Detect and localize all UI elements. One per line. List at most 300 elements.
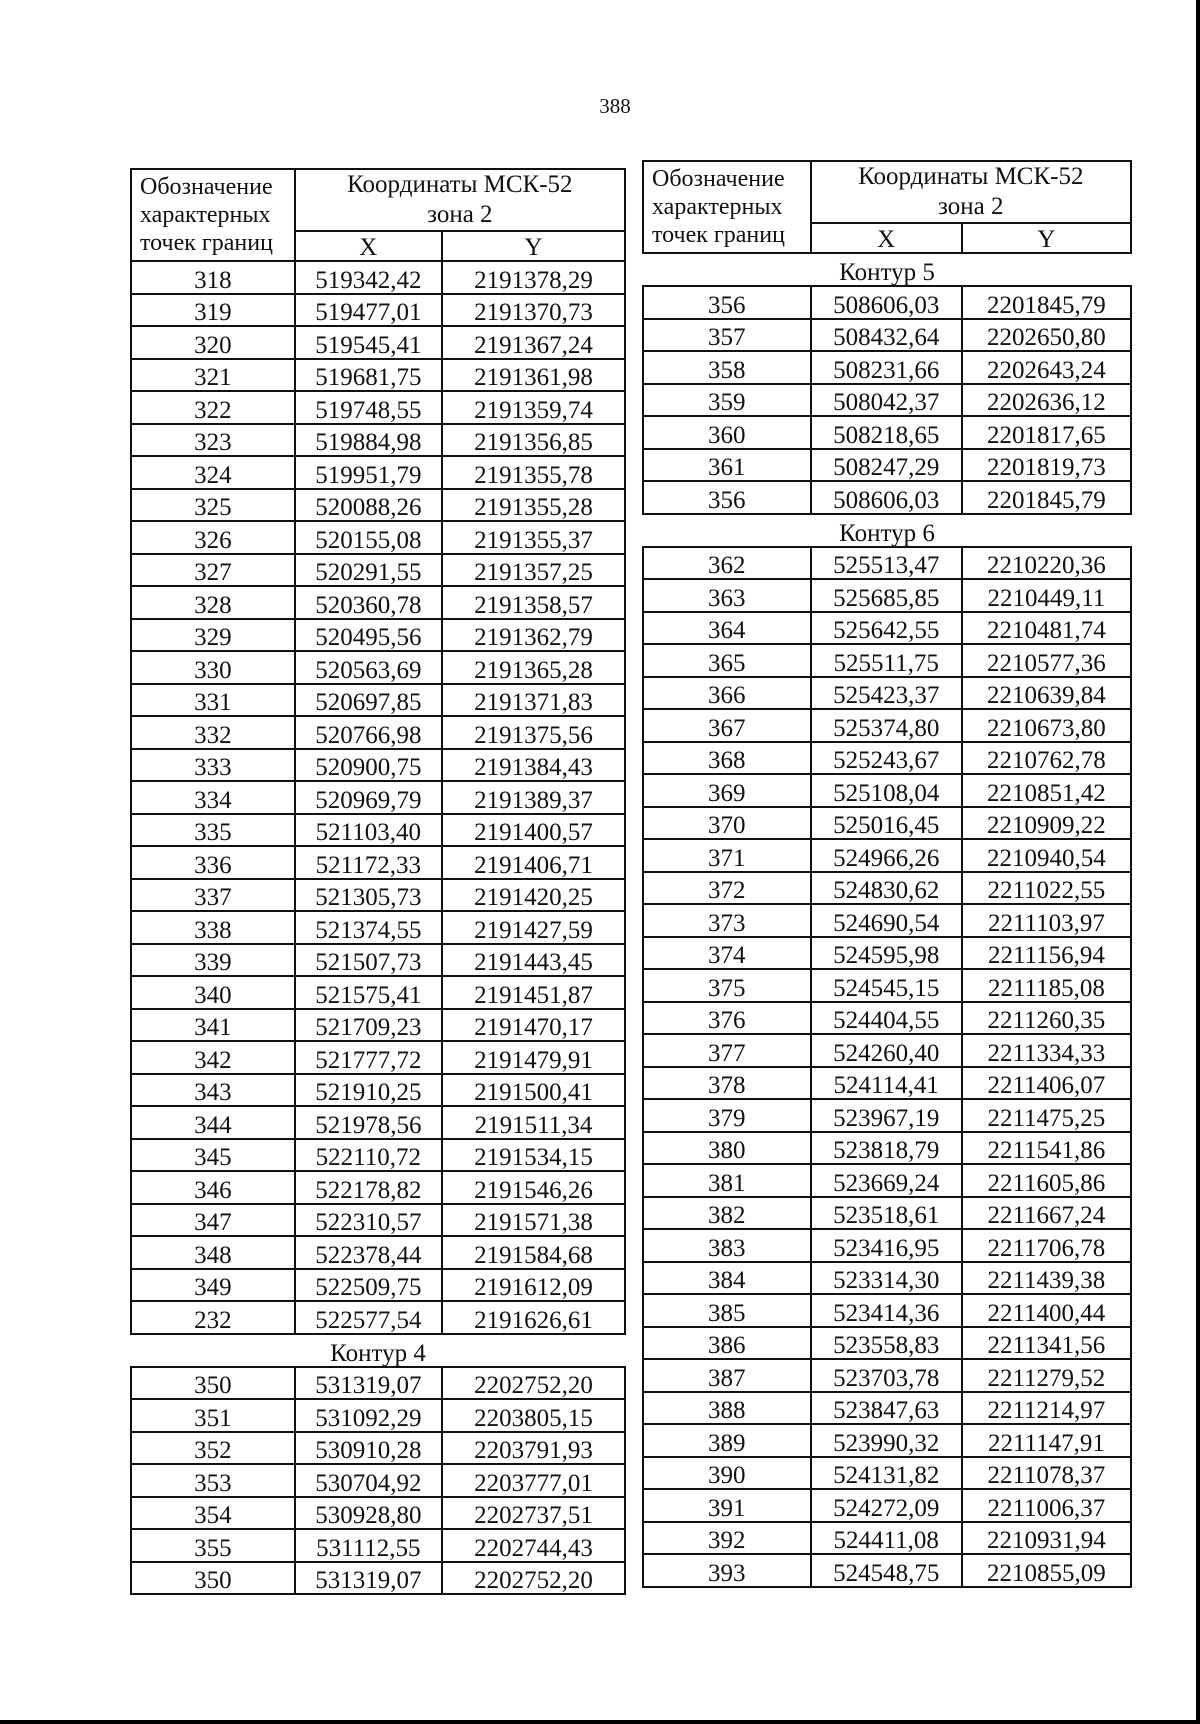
table-row (643, 1392, 1131, 1425)
x-coordinate: 525423,37 (811, 677, 962, 710)
header-y: Y (442, 231, 625, 261)
table-row (643, 1132, 1131, 1165)
y-coordinate: 2191365,28 (442, 651, 625, 684)
table-row (643, 319, 1131, 352)
point-number: 372 (643, 872, 811, 905)
point-number: 319 (131, 294, 295, 327)
x-coordinate: 520563,69 (295, 651, 442, 684)
coordinates-table-left (130, 168, 626, 1595)
point-number: 320 (131, 326, 295, 359)
table-row (643, 807, 1131, 840)
x-coordinate: 519884,98 (295, 424, 442, 457)
y-coordinate: 2191406,71 (442, 846, 625, 879)
x-coordinate: 508247,29 (811, 449, 962, 482)
y-coordinate: 2202643,24 (962, 351, 1131, 384)
table-row (643, 351, 1131, 384)
x-coordinate: 508606,03 (811, 481, 962, 514)
table-row (643, 286, 1131, 319)
x-coordinate: 530928,80 (295, 1497, 442, 1530)
y-coordinate: 2211341,56 (962, 1327, 1131, 1360)
point-number: 381 (643, 1164, 811, 1197)
y-coordinate: 2191534,15 (442, 1139, 625, 1172)
table-row (131, 1269, 625, 1302)
x-coordinate: 508231,66 (811, 351, 962, 384)
point-number: 324 (131, 456, 295, 489)
point-number: 354 (131, 1497, 295, 1530)
table-row (131, 1432, 625, 1465)
x-coordinate: 524131,82 (811, 1457, 962, 1490)
table-row (643, 1424, 1131, 1457)
table-row (643, 677, 1131, 710)
point-number: 356 (643, 481, 811, 514)
table-row (131, 521, 625, 554)
y-coordinate: 2210673,80 (962, 709, 1131, 742)
x-coordinate: 522577,54 (295, 1301, 442, 1334)
x-coordinate: 519748,55 (295, 391, 442, 424)
x-coordinate: 521709,23 (295, 1009, 442, 1042)
point-number: 357 (643, 319, 811, 352)
table-row (131, 1367, 625, 1400)
x-coordinate: 523847,63 (811, 1392, 962, 1425)
point-number: 335 (131, 814, 295, 847)
point-number: 318 (131, 261, 295, 294)
point-number: 389 (643, 1424, 811, 1457)
header-coordinates (295, 169, 625, 231)
y-coordinate: 2191370,73 (442, 294, 625, 327)
table-row (131, 1204, 625, 1237)
x-coordinate: 522378,44 (295, 1236, 442, 1269)
point-number: 326 (131, 521, 295, 554)
table-row (643, 1522, 1131, 1555)
header-label-line3: точек границ (652, 222, 785, 248)
table-row (643, 774, 1131, 807)
table-row (131, 1562, 625, 1595)
y-coordinate: 2191355,28 (442, 489, 625, 522)
point-number: 391 (643, 1489, 811, 1522)
point-number: 384 (643, 1262, 811, 1295)
y-coordinate: 2211214,97 (962, 1392, 1131, 1425)
table-row (131, 944, 625, 977)
table-row (643, 1359, 1131, 1392)
point-number: 378 (643, 1067, 811, 1100)
x-coordinate: 520360,78 (295, 586, 442, 619)
x-coordinate: 523967,19 (811, 1099, 962, 1132)
table-row (131, 749, 625, 782)
x-coordinate: 521103,40 (295, 814, 442, 847)
table-row (643, 1002, 1131, 1035)
y-coordinate: 2191612,09 (442, 1269, 625, 1302)
x-coordinate: 520969,79 (295, 781, 442, 814)
point-number: 344 (131, 1106, 295, 1139)
x-coordinate: 522110,72 (295, 1139, 442, 1172)
y-coordinate: 2191355,37 (442, 521, 625, 554)
x-coordinate: 523558,83 (811, 1327, 962, 1360)
table-row (131, 619, 625, 652)
y-coordinate: 2202650,80 (962, 319, 1131, 352)
table-row (131, 1041, 625, 1074)
y-coordinate: 2211475,25 (962, 1099, 1131, 1132)
x-coordinate: 525016,45 (811, 807, 962, 840)
x-coordinate: 521305,73 (295, 879, 442, 912)
y-coordinate: 2211605,86 (962, 1164, 1131, 1197)
y-coordinate: 2210449,11 (962, 579, 1131, 612)
x-coordinate: 520155,08 (295, 521, 442, 554)
y-coordinate: 2211334,33 (962, 1034, 1131, 1067)
x-coordinate: 530704,92 (295, 1464, 442, 1497)
table-row (131, 716, 625, 749)
contour-label: Контур 4 (131, 1334, 625, 1367)
point-number: 331 (131, 684, 295, 717)
table-row (643, 937, 1131, 970)
y-coordinate: 2191384,43 (442, 749, 625, 782)
point-number: 367 (643, 709, 811, 742)
x-coordinate: 520088,26 (295, 489, 442, 522)
y-coordinate: 2191375,56 (442, 716, 625, 749)
table-row (643, 1327, 1131, 1360)
x-coordinate: 525243,67 (811, 742, 962, 775)
table-row (131, 1009, 625, 1042)
y-coordinate: 2202752,20 (442, 1562, 625, 1595)
table-row (643, 612, 1131, 645)
y-coordinate: 2201817,65 (962, 416, 1131, 449)
x-coordinate: 524690,54 (811, 904, 962, 937)
x-coordinate: 525108,04 (811, 774, 962, 807)
point-number: 329 (131, 619, 295, 652)
y-coordinate: 2211006,37 (962, 1489, 1131, 1522)
point-number: 383 (643, 1229, 811, 1262)
table-row (131, 651, 625, 684)
table-row (643, 384, 1131, 417)
table-row (643, 547, 1131, 580)
header-point-label (643, 161, 811, 253)
y-coordinate: 2203777,01 (442, 1464, 625, 1497)
y-coordinate: 2210940,54 (962, 839, 1131, 872)
x-coordinate: 521507,73 (295, 944, 442, 977)
point-number: 351 (131, 1399, 295, 1432)
point-number: 356 (643, 286, 811, 319)
y-coordinate: 2191511,34 (442, 1106, 625, 1139)
point-number: 334 (131, 781, 295, 814)
x-coordinate: 523818,79 (811, 1132, 962, 1165)
y-coordinate: 2210931,94 (962, 1522, 1131, 1555)
table-row (643, 449, 1131, 482)
table-row (131, 1497, 625, 1530)
x-coordinate: 524114,41 (811, 1067, 962, 1100)
point-number: 368 (643, 742, 811, 775)
point-number: 337 (131, 879, 295, 912)
y-coordinate: 2191451,87 (442, 976, 625, 1009)
contour-label: Контур 6 (643, 514, 1131, 547)
x-coordinate: 521172,33 (295, 846, 442, 879)
point-number: 350 (131, 1367, 295, 1400)
table-row (131, 684, 625, 717)
x-coordinate: 523416,95 (811, 1229, 962, 1262)
point-number: 336 (131, 846, 295, 879)
table-row (131, 976, 625, 1009)
point-number: 387 (643, 1359, 811, 1392)
table-row (643, 904, 1131, 937)
header-label-line2: характерных (140, 202, 271, 228)
table-row (643, 644, 1131, 677)
page-number: 388 (599, 94, 631, 118)
table-row (131, 879, 625, 912)
table-row (131, 489, 625, 522)
point-number: 392 (643, 1522, 811, 1555)
y-coordinate: 2191443,45 (442, 944, 625, 977)
table-row (131, 391, 625, 424)
y-coordinate: 2191362,79 (442, 619, 625, 652)
table-row (643, 1197, 1131, 1230)
x-coordinate: 522310,57 (295, 1204, 442, 1237)
header-label-line3: точек границ (140, 230, 273, 256)
point-number: 322 (131, 391, 295, 424)
table-row (643, 1489, 1131, 1522)
x-coordinate: 531112,55 (295, 1529, 442, 1562)
point-number: 346 (131, 1171, 295, 1204)
x-coordinate: 530910,28 (295, 1432, 442, 1465)
y-coordinate: 2191361,98 (442, 359, 625, 392)
x-coordinate: 525513,47 (811, 547, 962, 580)
table-row (643, 1034, 1131, 1067)
x-coordinate: 520900,75 (295, 749, 442, 782)
point-number: 333 (131, 749, 295, 782)
table-row (643, 839, 1131, 872)
contour-row (131, 1334, 625, 1367)
table-row (643, 969, 1131, 1002)
x-coordinate: 520766,98 (295, 716, 442, 749)
y-coordinate: 2202636,12 (962, 384, 1131, 417)
y-coordinate: 2211706,78 (962, 1229, 1131, 1262)
x-coordinate: 522509,75 (295, 1269, 442, 1302)
table-row (131, 846, 625, 879)
y-coordinate: 2211667,24 (962, 1197, 1131, 1230)
y-coordinate: 2191357,25 (442, 554, 625, 587)
table-body (643, 253, 1131, 1587)
table-row (131, 294, 625, 327)
y-coordinate: 2191359,74 (442, 391, 625, 424)
y-coordinate: 2210762,78 (962, 742, 1131, 775)
point-number: 339 (131, 944, 295, 977)
x-coordinate: 523990,32 (811, 1424, 962, 1457)
point-number: 359 (643, 384, 811, 417)
y-coordinate: 2210909,22 (962, 807, 1131, 840)
point-number: 375 (643, 969, 811, 1002)
table-row (131, 1074, 625, 1107)
x-coordinate: 521910,25 (295, 1074, 442, 1107)
table-row (131, 911, 625, 944)
header-label-line2: характерных (652, 194, 783, 220)
y-coordinate: 2211147,91 (962, 1424, 1131, 1457)
x-coordinate: 519951,79 (295, 456, 442, 489)
point-number: 321 (131, 359, 295, 392)
y-coordinate: 2191546,26 (442, 1171, 625, 1204)
point-number: 347 (131, 1204, 295, 1237)
table-row (131, 1529, 625, 1562)
y-coordinate: 2191378,29 (442, 261, 625, 294)
point-number: 341 (131, 1009, 295, 1042)
y-coordinate: 2211439,38 (962, 1262, 1131, 1295)
point-number: 325 (131, 489, 295, 522)
point-number: 369 (643, 774, 811, 807)
table-row (643, 1164, 1131, 1197)
point-number: 328 (131, 586, 295, 619)
y-coordinate: 2210481,74 (962, 612, 1131, 645)
contour-row (643, 514, 1131, 547)
x-coordinate: 519545,41 (295, 326, 442, 359)
table-row (131, 1399, 625, 1432)
x-coordinate: 523669,24 (811, 1164, 962, 1197)
y-coordinate: 2202752,20 (442, 1367, 625, 1400)
x-coordinate: 524548,75 (811, 1554, 962, 1587)
header-coords-line1: Координаты МСК-52 (347, 171, 573, 198)
x-coordinate: 508606,03 (811, 286, 962, 319)
point-number: 342 (131, 1041, 295, 1074)
y-coordinate: 2191389,37 (442, 781, 625, 814)
x-coordinate: 531319,07 (295, 1367, 442, 1400)
x-coordinate: 523518,61 (811, 1197, 962, 1230)
header-x: X (811, 223, 962, 253)
y-coordinate: 2191479,91 (442, 1041, 625, 1074)
x-coordinate: 519681,75 (295, 359, 442, 392)
x-coordinate: 520697,85 (295, 684, 442, 717)
y-coordinate: 2211156,94 (962, 937, 1131, 970)
point-number: 388 (643, 1392, 811, 1425)
x-coordinate: 525685,85 (811, 579, 962, 612)
y-coordinate: 2191626,61 (442, 1301, 625, 1334)
point-number: 358 (643, 351, 811, 384)
y-coordinate: 2191371,83 (442, 684, 625, 717)
point-number: 338 (131, 911, 295, 944)
point-number: 343 (131, 1074, 295, 1107)
header-point-label (131, 169, 295, 261)
x-coordinate: 524545,15 (811, 969, 962, 1002)
table-row (643, 872, 1131, 905)
header-coords-line2: зона 2 (427, 201, 493, 228)
y-coordinate: 2191500,41 (442, 1074, 625, 1107)
y-coordinate: 2203791,93 (442, 1432, 625, 1465)
point-number: 386 (643, 1327, 811, 1360)
table-row (643, 742, 1131, 775)
y-coordinate: 2191470,17 (442, 1009, 625, 1042)
point-number: 366 (643, 677, 811, 710)
point-number: 232 (131, 1301, 295, 1334)
point-number: 393 (643, 1554, 811, 1587)
y-coordinate: 2191400,57 (442, 814, 625, 847)
y-coordinate: 2210851,42 (962, 774, 1131, 807)
y-coordinate: 2211279,52 (962, 1359, 1131, 1392)
header-coords-line1: Координаты МСК-52 (858, 163, 1084, 190)
x-coordinate: 525374,80 (811, 709, 962, 742)
point-number: 364 (643, 612, 811, 645)
header-coords-line2: зона 2 (938, 193, 1004, 220)
y-coordinate: 2191358,57 (442, 586, 625, 619)
table-row (131, 456, 625, 489)
x-coordinate: 519342,42 (295, 261, 442, 294)
y-coordinate: 2211400,44 (962, 1294, 1131, 1327)
point-number: 361 (643, 449, 811, 482)
point-number: 353 (131, 1464, 295, 1497)
x-coordinate: 525511,75 (811, 644, 962, 677)
x-coordinate: 508218,65 (811, 416, 962, 449)
x-coordinate: 524404,55 (811, 1002, 962, 1035)
table-row (131, 1106, 625, 1139)
x-coordinate: 524260,40 (811, 1034, 962, 1067)
x-coordinate: 521575,41 (295, 976, 442, 1009)
y-coordinate: 2211541,86 (962, 1132, 1131, 1165)
table-row (643, 709, 1131, 742)
point-number: 360 (643, 416, 811, 449)
x-coordinate: 521777,72 (295, 1041, 442, 1074)
y-coordinate: 2210577,36 (962, 644, 1131, 677)
x-coordinate: 523703,78 (811, 1359, 962, 1392)
table-row (131, 261, 625, 294)
x-coordinate: 523314,30 (811, 1262, 962, 1295)
table-row (643, 481, 1131, 514)
point-number: 330 (131, 651, 295, 684)
point-number: 332 (131, 716, 295, 749)
point-number: 380 (643, 1132, 811, 1165)
y-coordinate: 2210639,84 (962, 677, 1131, 710)
table-row (643, 1294, 1131, 1327)
table-row (643, 1067, 1131, 1100)
point-number: 385 (643, 1294, 811, 1327)
point-number: 345 (131, 1139, 295, 1172)
table-row (131, 814, 625, 847)
table-row (643, 1262, 1131, 1295)
table-row (131, 1236, 625, 1269)
x-coordinate: 520495,56 (295, 619, 442, 652)
point-number: 348 (131, 1236, 295, 1269)
y-coordinate: 2191427,59 (442, 911, 625, 944)
table-row (131, 326, 625, 359)
point-number: 377 (643, 1034, 811, 1067)
point-number: 376 (643, 1002, 811, 1035)
table-row (131, 1301, 625, 1334)
x-coordinate: 508042,37 (811, 384, 962, 417)
point-number: 390 (643, 1457, 811, 1490)
point-number: 362 (643, 547, 811, 580)
table-row (131, 424, 625, 457)
y-coordinate: 2191356,85 (442, 424, 625, 457)
y-coordinate: 2201845,79 (962, 286, 1131, 319)
table-body (131, 261, 625, 1594)
table-row (643, 579, 1131, 612)
x-coordinate: 508432,64 (811, 319, 962, 352)
y-coordinate: 2211185,08 (962, 969, 1131, 1002)
x-coordinate: 523414,36 (811, 1294, 962, 1327)
header-label-line1: Обозначение (652, 166, 785, 192)
table-row (131, 586, 625, 619)
x-coordinate: 522178,82 (295, 1171, 442, 1204)
x-coordinate: 524595,98 (811, 937, 962, 970)
point-number: 350 (131, 1562, 295, 1595)
y-coordinate: 2191367,24 (442, 326, 625, 359)
y-coordinate: 2191571,38 (442, 1204, 625, 1237)
table-row (131, 554, 625, 587)
point-number: 363 (643, 579, 811, 612)
coordinates-table-right (642, 160, 1132, 1588)
x-coordinate: 520291,55 (295, 554, 442, 587)
point-number: 340 (131, 976, 295, 1009)
y-coordinate: 2210220,36 (962, 547, 1131, 580)
table-row (643, 1457, 1131, 1490)
point-number: 349 (131, 1269, 295, 1302)
table-row (131, 781, 625, 814)
table-row (131, 359, 625, 392)
header-coordinates (811, 161, 1131, 223)
point-number: 352 (131, 1432, 295, 1465)
point-number: 365 (643, 644, 811, 677)
